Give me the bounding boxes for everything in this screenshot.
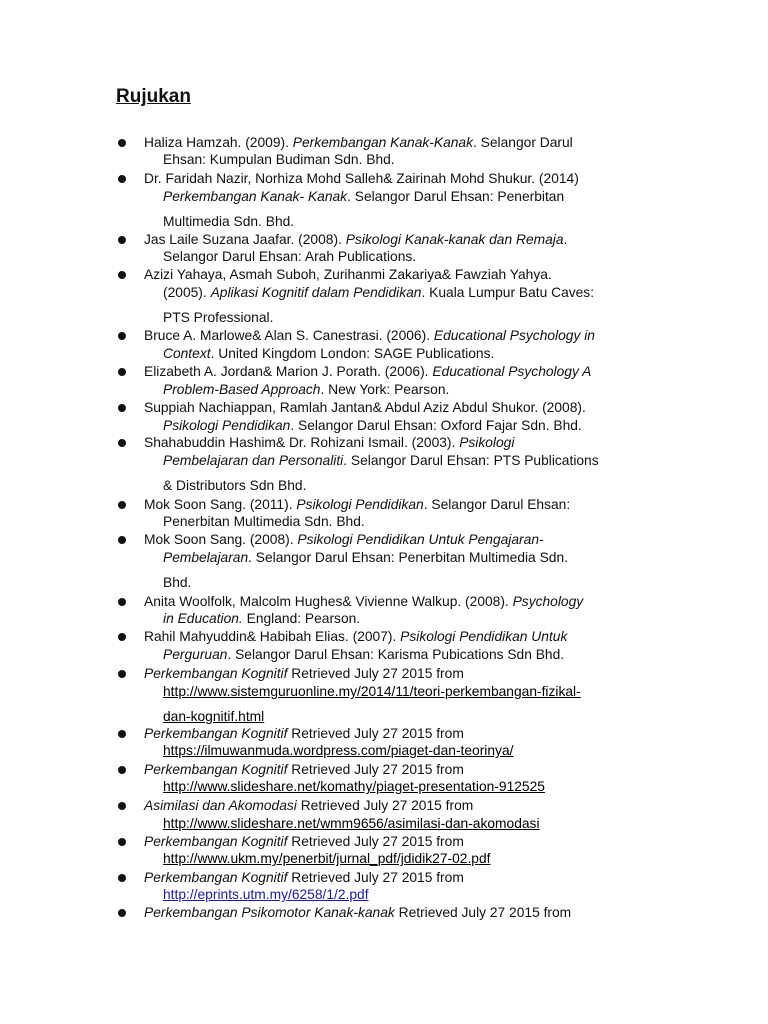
bullet-icon: [118, 598, 126, 606]
reference-line: [163, 886, 369, 904]
reference-line: [144, 134, 573, 152]
reference-line: [163, 284, 594, 302]
reference-text: Selangor Darul Ehsan: Arah Publications.: [163, 249, 417, 264]
reference-text: . Selangor Darul Ehsan: Penerbitan: [347, 189, 565, 204]
reference-title: Perkembangan Kanak- Kanak: [163, 189, 348, 204]
reference-text: Retrieved July 27 2015 from: [394, 905, 572, 920]
reference-line: [163, 646, 564, 664]
reference-line: [163, 345, 494, 363]
reference-text: Jas Laile Suzana Jaafar. (2008).: [144, 232, 346, 247]
reference-line: [163, 513, 365, 531]
reference-text: . Selangor Darul: [473, 135, 573, 150]
reference-title: Pembelajaran: [163, 550, 249, 565]
reference-title: Perkembangan Psikomotor Kanak-kanak: [144, 905, 395, 920]
reference-title: Perkembangan Kanak-Kanak: [292, 135, 474, 150]
reference-url-link[interactable]: http://www.slideshare.net/komathy/piaget-presentation-912525: [163, 779, 545, 794]
reference-line: [144, 833, 464, 851]
reference-line: [163, 815, 540, 833]
reference-title: Educational Psychology in: [433, 328, 595, 343]
reference-line: [163, 188, 564, 206]
reference-text: Elizabeth A. Jordan& Marion J. Porath. (2006).: [144, 364, 433, 379]
reference-line: [163, 213, 294, 231]
reference-line: [144, 761, 464, 779]
reference-title: Perkembangan Kognitif: [144, 870, 288, 885]
bullet-icon: [118, 501, 126, 509]
reference-line: [144, 170, 579, 188]
reference-title: Pembelajaran dan Personaliti: [163, 453, 344, 468]
reference-title: Educational Psychology A: [432, 364, 592, 379]
reference-title: Psikologi Pendidikan: [163, 418, 291, 433]
reference-text: Penerbitan Multimedia Sdn. Bhd.: [163, 514, 365, 529]
reference-line: [144, 434, 514, 452]
reference-text: . Selangor Darul Ehsan: Penerbitan Multimedia Sdn.: [248, 550, 568, 565]
reference-line: [163, 683, 581, 701]
reference-line: [163, 248, 416, 266]
reference-title: Psikologi Pendidikan Untuk Pengajaran-: [297, 532, 544, 547]
reference-line: [163, 850, 490, 868]
bullet-icon: [118, 236, 126, 244]
reference-url-link[interactable]: http://www.ukm.my/penerbit/jurnal_pdf/jdidik27-02.pdf: [163, 851, 491, 866]
reference-url-link[interactable]: http://www.sistemguruonline.my/2014/11/teori-perkembangan-fizikal-: [163, 684, 581, 699]
reference-line: [163, 574, 191, 592]
reference-text: Retrieved July 27 2015 from: [287, 666, 464, 681]
bullet-icon: [118, 368, 126, 376]
reference-line: [144, 725, 464, 743]
bullet-icon: [118, 536, 126, 544]
reference-text: Shahabuddin Hashim& Dr. Rohizani Ismail. (2003).: [144, 435, 460, 450]
reference-title: Perkembangan Kognitif: [144, 834, 288, 849]
reference-line: [163, 309, 273, 327]
bullet-icon: [118, 633, 126, 641]
reference-title: Perkembangan Kognitif: [144, 762, 288, 777]
reference-text: PTS Professional.: [163, 310, 274, 325]
reference-text: (2005).: [163, 285, 211, 300]
reference-line: [163, 778, 545, 796]
reference-line: [144, 628, 567, 646]
reference-title: Aplikasi Kognitif dalam Pendidikan: [210, 285, 422, 300]
reference-line: [163, 452, 599, 470]
reference-title: Perkembangan Kognitif: [144, 726, 288, 741]
reference-line: [163, 610, 360, 628]
reference-line: [163, 549, 568, 567]
reference-text: Mok Soon Sang. (2008).: [144, 532, 298, 547]
reference-title: Perkembangan Kognitif: [144, 666, 288, 681]
reference-text: Multimedia Sdn. Bhd.: [163, 214, 295, 229]
reference-text: Anita Woolfolk, Malcolm Hughes& Vivienne Walkup. (2008).: [144, 594, 513, 609]
reference-line: [144, 363, 591, 381]
reference-text: Azizi Yahaya, Asmah Suboh, Zurihanmi Zakariya& Fawziah Yahya.: [144, 267, 552, 282]
reference-title: Asimilasi dan Akomodasi: [144, 798, 297, 813]
reference-text: Suppiah Nachiappan, Ramlah Jantan& Abdul Aziz Abdul Shukor. (2008).: [144, 400, 586, 415]
bullet-icon: [118, 838, 126, 846]
reference-text: England: Pearson.: [242, 611, 361, 626]
reference-text: Haliza Hamzah. (2009).: [144, 135, 293, 150]
reference-text: Retrieved July 27 2015 from: [287, 870, 464, 885]
bullet-icon: [118, 766, 126, 774]
bullet-icon: [118, 139, 126, 147]
reference-title: Perguruan: [163, 647, 228, 662]
reference-line: [144, 231, 567, 249]
reference-line: [144, 531, 544, 549]
reference-text: . Selangor Darul Ehsan: Karisma Pubications Sdn Bhd.: [227, 647, 565, 662]
bullet-icon: [118, 909, 126, 917]
reference-text: Rahil Mahyuddin& Habibah Elias. (2007).: [144, 629, 401, 644]
reference-line: [163, 151, 395, 169]
reference-line: [163, 708, 264, 726]
bullet-icon: [118, 730, 126, 738]
reference-url-link[interactable]: http://eprints.utm.my/6258/1/2.pdf: [163, 887, 369, 902]
reference-line: [144, 665, 464, 683]
reference-line: [144, 399, 586, 417]
reference-text: & Distributors Sdn Bhd.: [163, 478, 307, 493]
reference-url-link[interactable]: dan-kognitif.html: [163, 709, 265, 724]
reference-text: .: [563, 232, 568, 247]
reference-text: Bruce A. Marlowe& Alan S. Canestrasi. (2006).: [144, 328, 434, 343]
reference-line: [144, 904, 571, 922]
bullet-icon: [118, 175, 126, 183]
bullet-icon: [118, 332, 126, 340]
reference-text: Dr. Faridah Nazir, Norhiza Mohd Salleh& Zairinah Mohd Shukur. (2014): [144, 171, 579, 186]
reference-title: Problem-Based Approach: [163, 382, 321, 397]
reference-line: [163, 742, 513, 760]
reference-line: [144, 797, 473, 815]
bullet-icon: [118, 271, 126, 279]
reference-title: Psychology: [512, 594, 584, 609]
reference-title: Psikologi Pendidikan: [296, 497, 424, 512]
bullet-icon: [118, 874, 126, 882]
reference-line: [144, 327, 595, 345]
reference-line: [144, 266, 552, 284]
reference-title: Context: [163, 346, 211, 361]
reference-text: Retrieved July 27 2015 from: [287, 762, 464, 777]
reference-title: Psikologi Pendidikan Untuk: [400, 629, 568, 644]
reference-title: in Education.: [163, 611, 243, 626]
reference-line: [144, 869, 464, 887]
reference-text: Retrieved July 27 2015 from: [296, 798, 474, 813]
reference-text: Retrieved July 27 2015 from: [287, 726, 464, 741]
reference-text: Retrieved July 27 2015 from: [287, 834, 464, 849]
reference-line: [163, 417, 582, 435]
reference-text: . United Kingdom London: SAGE Publications.: [210, 346, 495, 361]
reference-text: Bhd.: [163, 575, 192, 590]
reference-text: . Kuala Lumpur Batu Caves:: [421, 285, 595, 300]
bullet-icon: [118, 404, 126, 412]
reference-url-link[interactable]: http://www.slideshare.net/wmm9656/asimilasi-dan-akomodasi: [163, 816, 540, 831]
reference-text: . Selangor Darul Ehsan:: [423, 497, 571, 512]
reference-line: [163, 381, 449, 399]
reference-title: Psikologi Kanak-kanak dan Remaja: [345, 232, 564, 247]
reference-text: . Selangor Darul Ehsan: Oxford Fajar Sdn. Bhd.: [290, 418, 582, 433]
reference-text: Ehsan: Kumpulan Budiman Sdn. Bhd.: [163, 152, 395, 167]
page-title: Rujukan: [116, 86, 191, 107]
reference-text: . New York: Pearson.: [320, 382, 450, 397]
reference-url-link[interactable]: https://ilmuwanmuda.wordpress.com/piaget-dan-teorinya/: [163, 743, 514, 758]
bullet-icon: [118, 670, 126, 678]
reference-title: Psikologi: [459, 435, 515, 450]
reference-line: [163, 477, 306, 495]
reference-line: [144, 593, 583, 611]
reference-text: . Selangor Darul Ehsan: PTS Publications: [343, 453, 599, 468]
bullet-icon: [118, 439, 126, 447]
bullet-icon: [118, 802, 126, 810]
reference-text: Mok Soon Sang. (2011).: [144, 497, 297, 512]
reference-line: [144, 496, 570, 514]
